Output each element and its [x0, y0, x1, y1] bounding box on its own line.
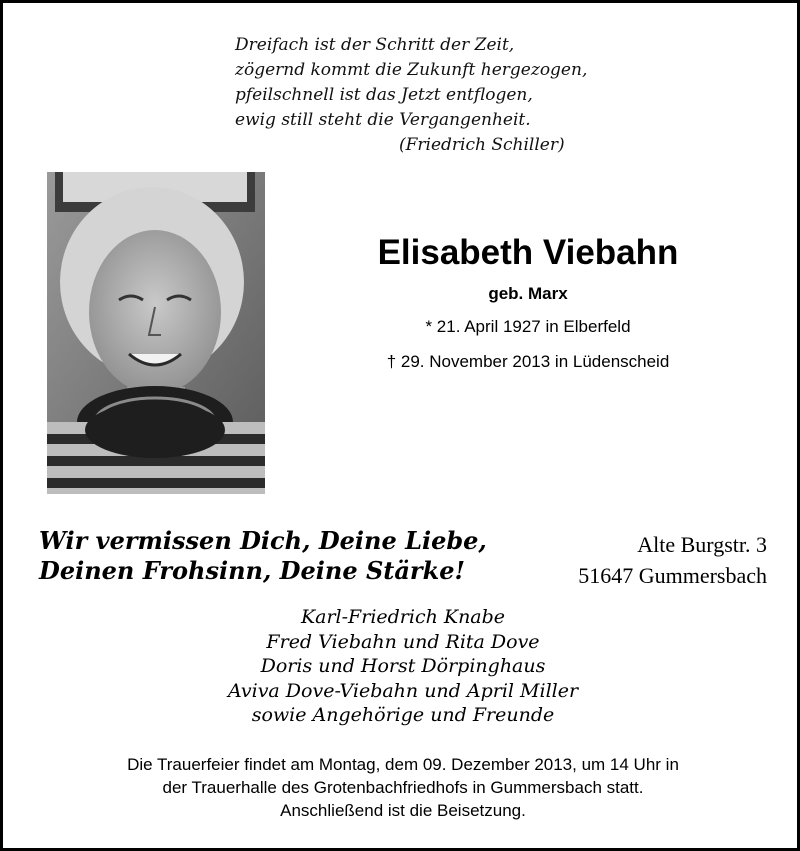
deceased-name: Elisabeth Viebahn — [377, 233, 679, 272]
poem — [235, 33, 595, 158]
funeral-notice — [43, 753, 763, 822]
mourners-list — [153, 605, 653, 728]
address-city: 51647 Gummersbach — [578, 563, 767, 588]
portrait-photo — [47, 172, 265, 494]
birth-info: * 21. April 1927 in Elberfeld — [425, 317, 631, 336]
poem-line: Dreifach ist der Schritt der Zeit, — [235, 35, 515, 55]
funeral-notice-line: der Trauerhalle des Grotenbachfriedhofs in Gummersbach statt. — [162, 778, 644, 797]
funeral-notice-line: Anschließend ist die Beisetzung. — [280, 801, 526, 820]
death-info: † 29. November 2013 in Lüdenscheid — [386, 352, 670, 371]
motto-line: Wir vermissen Dich, Deine Liebe, — [39, 526, 487, 555]
address — [523, 529, 767, 591]
poem-author: (Friedrich Schiller) — [399, 135, 565, 155]
portrait-illustration — [47, 172, 265, 494]
mourner-entry: sowie Angehörige und Freunde — [251, 704, 555, 726]
maiden-name: geb. Marx — [488, 284, 568, 303]
poem-line: pfeilschnell ist das Jetzt entflogen, — [235, 85, 533, 105]
address-street: Alte Burgstr. 3 — [637, 532, 767, 557]
motto-line: Deinen Frohsinn, Deine Stärke! — [39, 556, 465, 585]
mourner-entry: Aviva Dove-Viebahn und April Miller — [227, 679, 579, 702]
funeral-notice-line: Die Trauerfeier findet am Montag, dem 09. Dezember 2013, um 14 Uhr in — [127, 755, 679, 774]
mourner-entry: Doris und Horst Dörpinghaus — [260, 655, 546, 677]
poem-line: ewig still steht die Vergangenheit. — [235, 110, 531, 130]
mourner-entry: Fred Viebahn und Rita Dove — [266, 630, 540, 653]
motto — [39, 526, 509, 586]
poem-line: zögernd kommt die Zukunft hergezogen, — [235, 60, 588, 80]
mourner-entry: Karl-Friedrich Knabe — [300, 606, 506, 628]
